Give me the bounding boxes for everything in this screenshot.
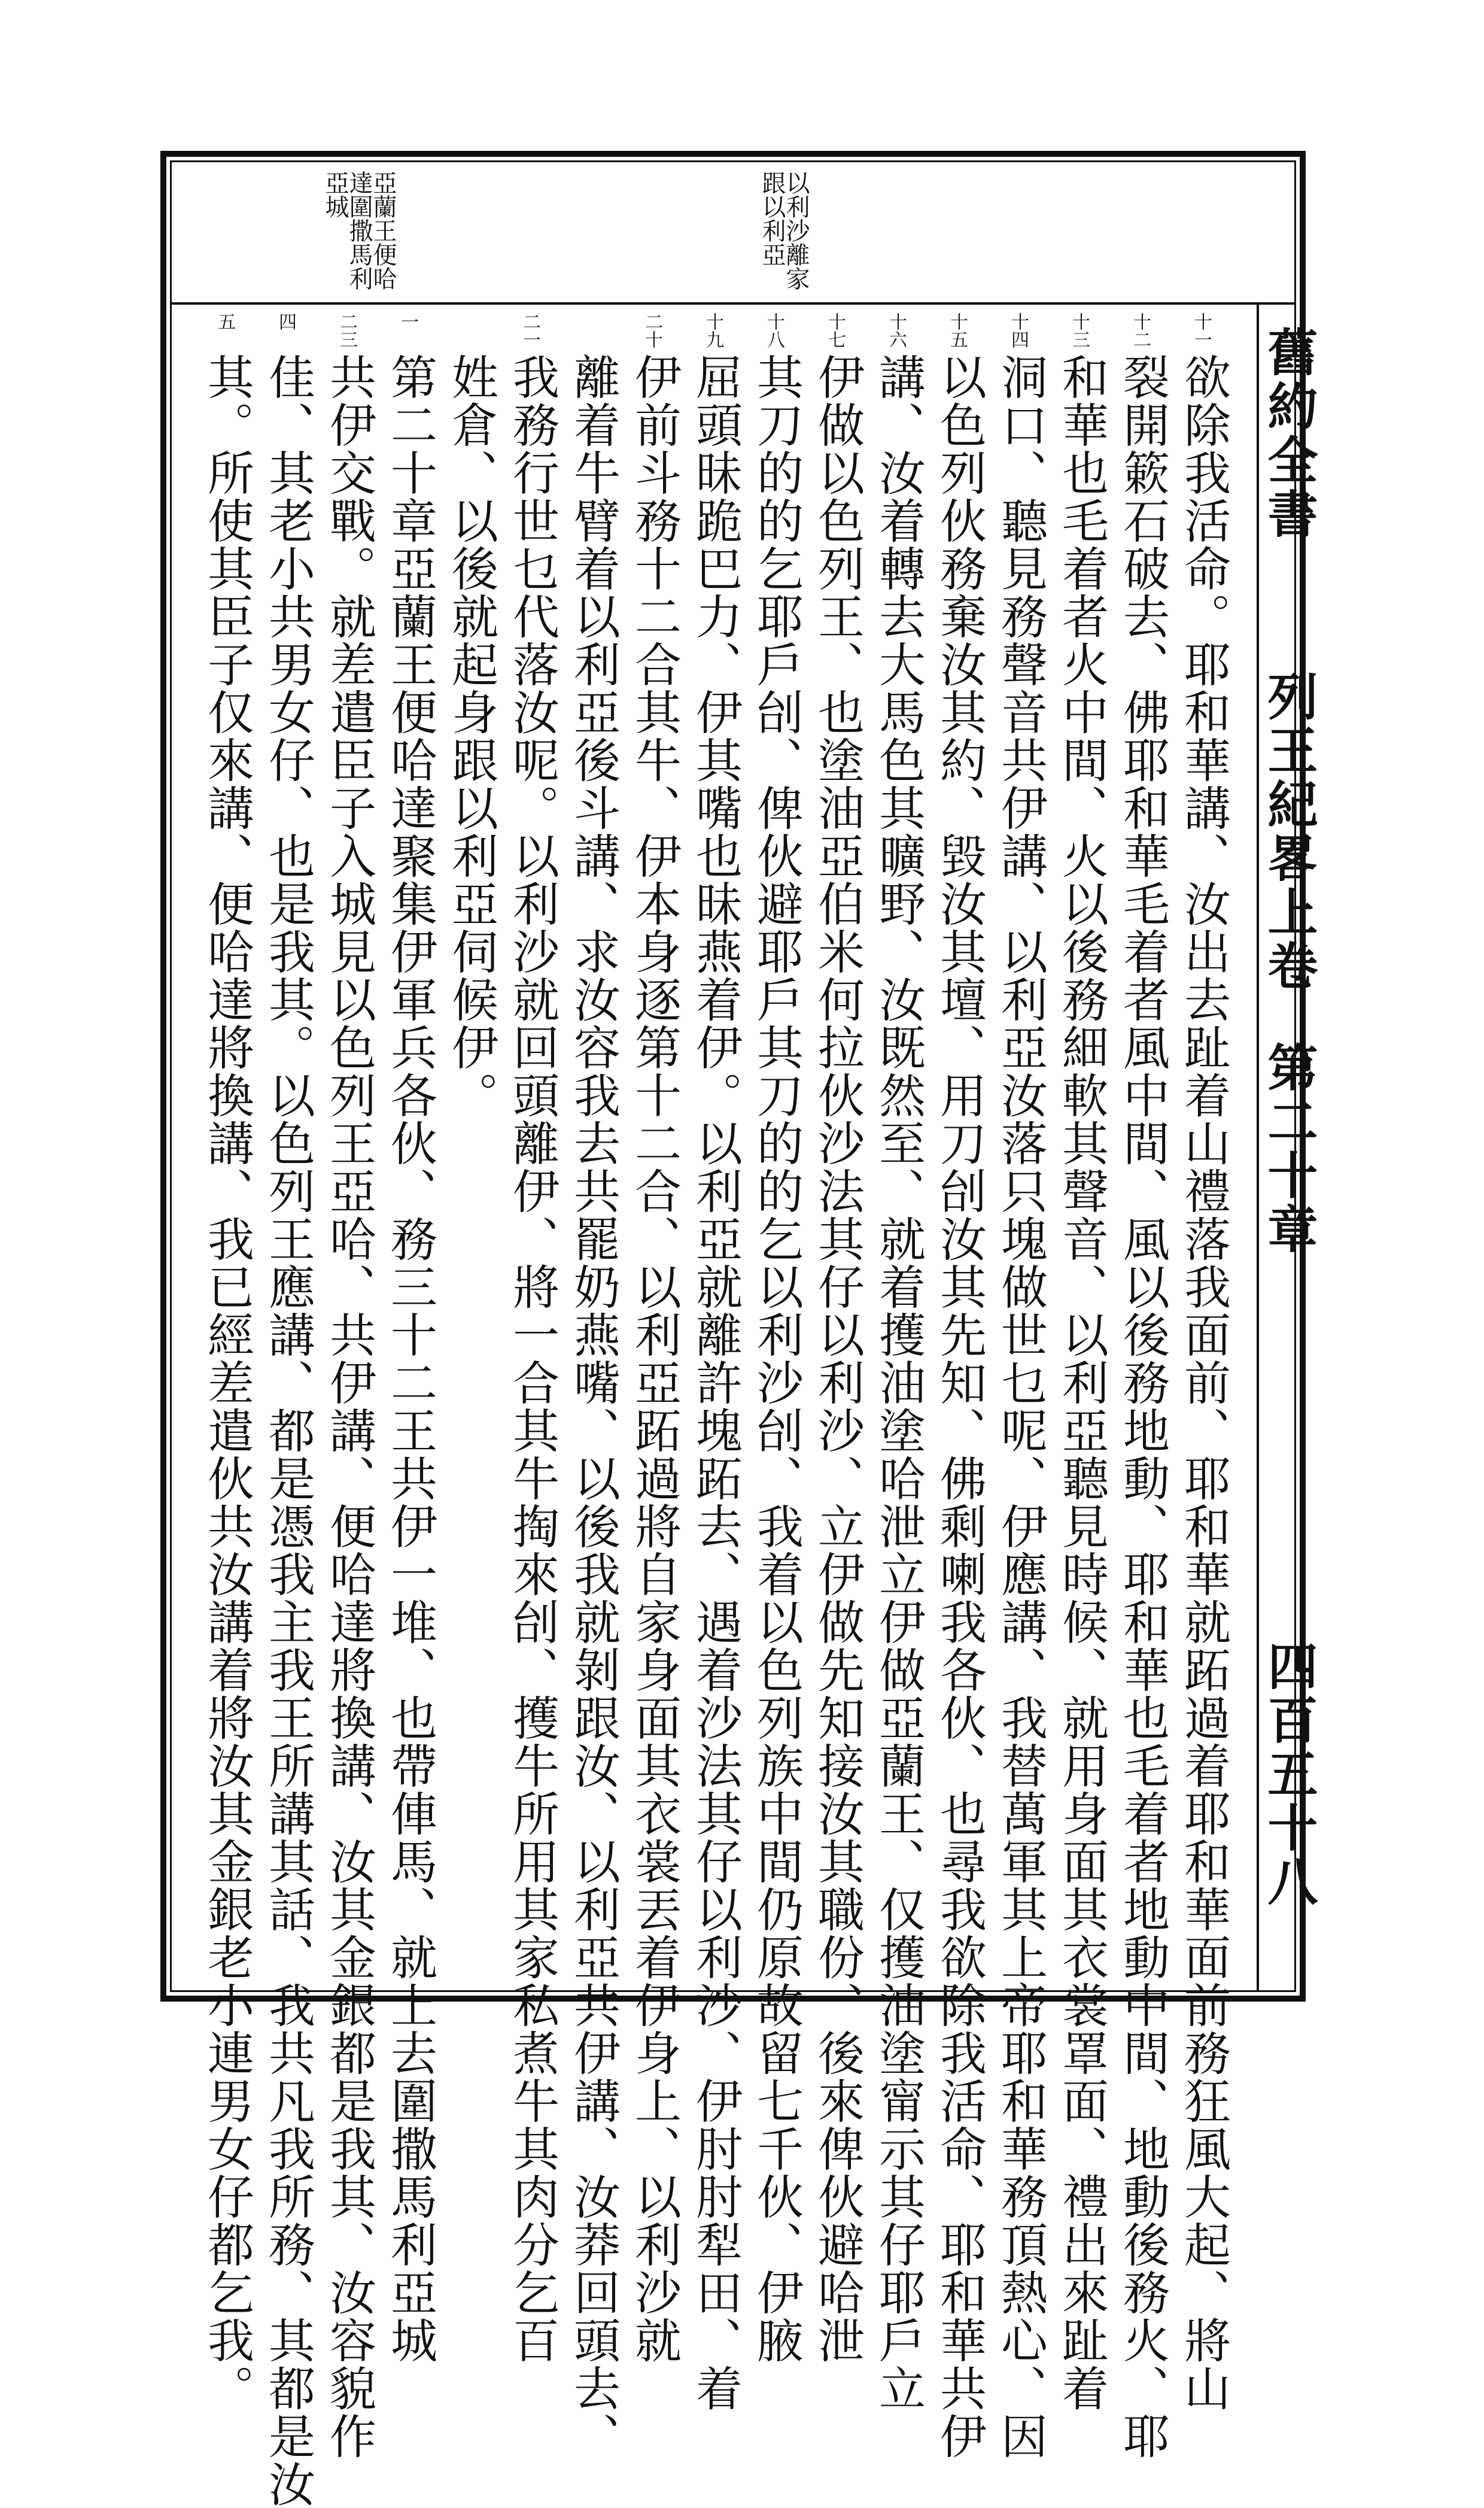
verse-number: 四 bbox=[275, 312, 296, 330]
verse-number: 二三 bbox=[336, 312, 357, 348]
marginal-note: 以利沙離家跟以利亞 bbox=[758, 171, 810, 290]
text-column: 講、汝着轉去大馬色其曠野、汝既然至、就着擭油塗哈泄立伊做亞蘭王、仅擭油塗甯示其仔耶戶立 bbox=[871, 353, 925, 2412]
text-column: 伊做以色列王、也塗油亞伯米何拉伙沙法其仔以利沙、立伊做先知接汝其職份、後來俾伙避哈泄 bbox=[810, 353, 864, 2364]
text-column: 裂開簌石破去、佛耶和華毛着者風中間、風以後務地動、耶和華也毛着者地動中間、地動後務火、耶 bbox=[1115, 353, 1169, 2460]
header-column-rule bbox=[1257, 302, 1259, 1992]
verse-number: 十二 bbox=[1130, 312, 1151, 348]
chapter-number: 第二十章 bbox=[1260, 1042, 1319, 1257]
verse-number: 十三 bbox=[1069, 312, 1090, 348]
verse-number: 十七 bbox=[825, 312, 846, 348]
text-column: 屈頭昧跪巴力、伊其嘴也昧燕着伊。以利亞就離許塊跖去、遇着沙法其仔以利沙、伊肘肘犁田、着 bbox=[688, 353, 742, 2412]
book-title: 舊約全書 bbox=[1260, 326, 1319, 542]
marginal-note: 亞蘭王便哈達圍撒馬利亞城 bbox=[321, 171, 397, 290]
text-column: 佳、其老小共男女仔、也是我其。以色列王應講、都是憑我主我王所講其話、我共凡我所務、其都是汝 bbox=[261, 353, 315, 2508]
text-column: 和華也毛着者火中間、火以後務細軟其聲音、以利亞聽見時候、就用身面其衣裳罩面、禮出來趾着 bbox=[1054, 353, 1108, 2412]
verse-number: 十六 bbox=[886, 312, 907, 348]
verse-number: 二一 bbox=[519, 312, 540, 348]
text-column: 第二十章亞蘭王便哈達聚集伊軍兵各伙、務三十二王共伊一堆、也帶俥馬、就上去圍撒馬利亞城 bbox=[383, 353, 437, 2364]
text-column: 姓倉、以後就起身跟以利亞伺候伊。 bbox=[444, 353, 498, 1119]
text-column: 以色列伙務棄汝其約、毀汝其壇、用刀刣汝其先知、佛剩喇我各伙、也尋我欲除我活命、耶和華共伊 bbox=[932, 353, 986, 2460]
verse-number: 十八 bbox=[764, 312, 784, 348]
text-column: 洞口、聽見務聲音共伊講、以利亞汝落只塊做世乜呢、伊應講、我替萬軍其上帝耶和華務頂熱心、因 bbox=[993, 353, 1047, 2460]
text-column: 共伊交戰。就差遣臣子入城見以色列王亞哈、共伊講、便哈達將換講、汝其金銀都是我其、汝容貌作 bbox=[322, 353, 376, 2460]
verse-number: 五 bbox=[214, 312, 235, 330]
page-number: 四百五十八 bbox=[1260, 1640, 1319, 1909]
marginal-notes-rule bbox=[170, 302, 1296, 305]
text-column: 其。所使其臣子仅來講、便哈達將換講、我已經差遣伙共汝講着將汝其金銀老小連男女仔都乞我。 bbox=[200, 353, 254, 2412]
verse-number: 一 bbox=[397, 312, 418, 330]
verse-number: 十一 bbox=[1191, 312, 1212, 348]
chapter-title: 列王紀畧上卷 bbox=[1260, 670, 1319, 994]
text-column: 我務行世乜代落汝呢。以利沙就回頭離伊、將一合其牛掏來刣、擭牛所用其家私煮牛其肉分乞百 bbox=[505, 353, 559, 2364]
verse-number: 十四 bbox=[1008, 312, 1029, 348]
text-column: 其刀的的乞耶戶刣、俾伙避耶戶其刀的的乞以利沙刣、我着以色列族中間仍原故留七千伙、伊腋 bbox=[749, 353, 803, 2364]
text-column: 離着牛臂着以利亞後斗講、求汝容我去共罷奶燕嘴、以後我就剝跟汝、以利亞共伊講、汝莽回頭去、 bbox=[566, 353, 620, 2460]
text-column: 伊前斗務十二合其牛、伊本身逐第十二合、以利亞跖過將自家身面其衣裳丟着伊身上、以利沙就 bbox=[627, 353, 681, 2364]
text-column: 欲除我活命。耶和華講、汝出去趾着山禮落我面前、耶和華就跖過着耶和華面前務狂風大起、將山 bbox=[1176, 353, 1230, 2412]
verse-number: 十五 bbox=[947, 312, 968, 348]
verse-number: 二十 bbox=[641, 312, 662, 348]
verse-number: 十九 bbox=[703, 312, 723, 348]
